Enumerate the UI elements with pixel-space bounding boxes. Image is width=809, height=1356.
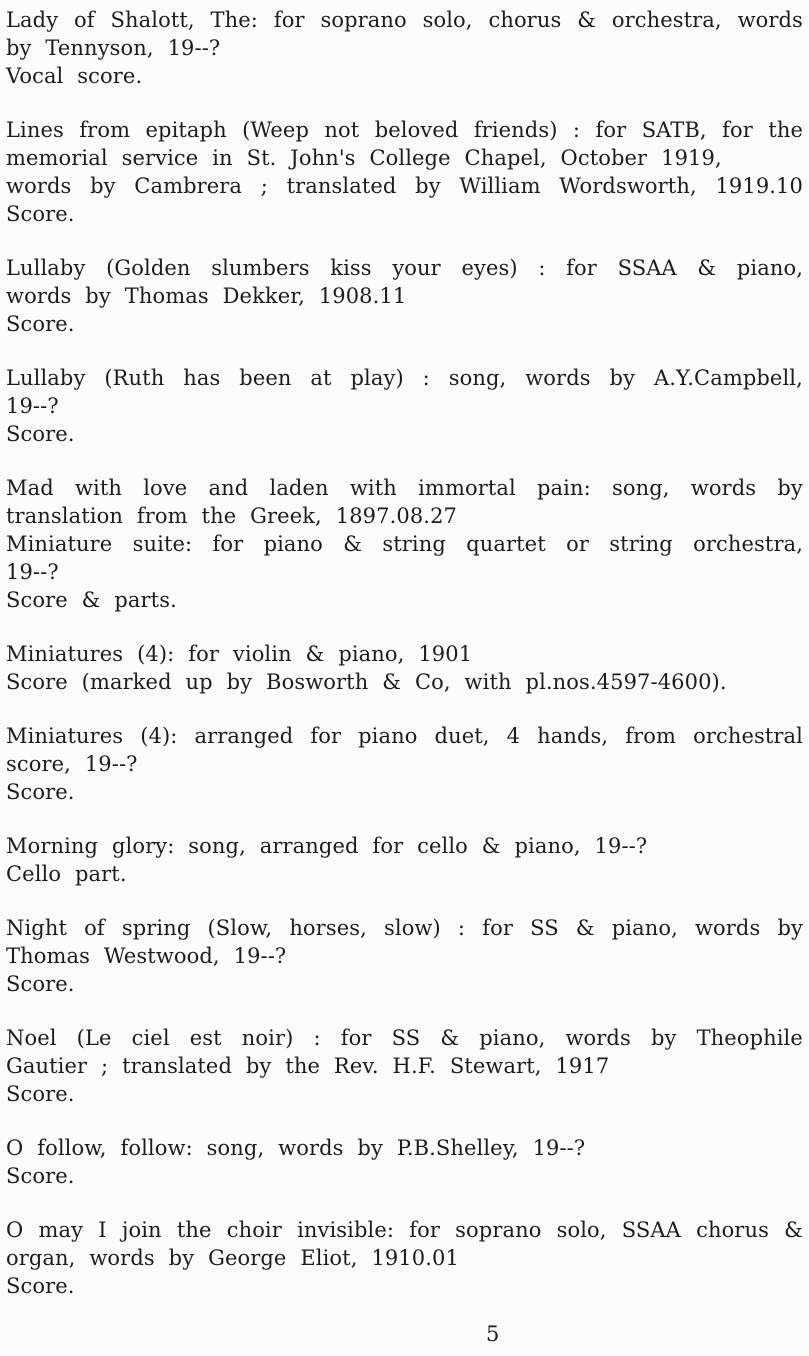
entry-word: join (121, 1218, 162, 1242)
catalog-entry (6, 364, 805, 448)
entry-line (6, 172, 803, 200)
entry-word: SSAA (617, 256, 677, 280)
entry-word: (4): (140, 724, 178, 748)
entry-word: by (777, 476, 803, 500)
entry-word: with (349, 476, 397, 500)
entry-word: Wordsworth, (559, 174, 697, 198)
entry-word: by (90, 174, 116, 198)
entry-line: 19--? (6, 394, 59, 418)
entry-word: & (575, 916, 595, 940)
entry-word: A.Y.Campbell, (653, 366, 803, 390)
entry-word: love (143, 476, 188, 500)
entry-word: SATB, (641, 118, 707, 142)
entry-word: invisible: (297, 1218, 395, 1242)
entry-word: solo, (422, 8, 473, 32)
entry-word: soprano (455, 1218, 542, 1242)
entry-word: 4 (506, 724, 521, 748)
entry-line (6, 1024, 803, 1052)
entry-word: or (566, 532, 589, 556)
catalog-entry (6, 640, 805, 696)
entry-word: from (79, 118, 131, 142)
entry-word: orchestra, (611, 8, 722, 32)
entry-word: words (694, 916, 761, 940)
entry-word: I (98, 1218, 107, 1242)
entry-line (6, 364, 803, 392)
entry-word: epitaph (145, 118, 227, 142)
entry-word: choir (226, 1218, 282, 1242)
entry-line (6, 116, 803, 144)
entry-line (6, 474, 803, 502)
entry-word: Mad (6, 476, 54, 500)
entry-word: Theophile (696, 1026, 803, 1050)
catalog-entry (6, 1216, 805, 1300)
entry-word: laden (269, 476, 329, 500)
entry-word: kiss (330, 256, 372, 280)
entry-word: for (595, 118, 627, 142)
entry-line: Morning glory: song, arranged for cello & piano, 19--? (6, 834, 648, 858)
entry-word: (Weep (242, 118, 309, 142)
entry-word: duet, (434, 724, 490, 748)
entry-word: : (422, 366, 430, 390)
entry-line: translation from the Greek, 1897.08.27 (6, 504, 457, 528)
entry-word: & (577, 8, 596, 32)
entry-line: organ, words by George Eliot, 1910.01 (6, 1246, 459, 1270)
entry-line: Vocal score. (6, 64, 143, 88)
entry-line: Miniatures (4): for violin & piano, 1901 (6, 642, 473, 666)
entry-word: quartet (466, 532, 546, 556)
entry-word: solo, (556, 1218, 607, 1242)
entry-word: spring (121, 916, 191, 940)
entry-word: words (6, 174, 72, 198)
entry-word: The: (210, 8, 258, 32)
entry-line: Score. (6, 202, 75, 226)
catalog-entry (6, 722, 805, 806)
entry-word: been (239, 366, 292, 390)
entry-word: SSAA (621, 1218, 681, 1242)
entry-word: for (212, 532, 244, 556)
entry-word: may (38, 1218, 84, 1242)
entry-word: Miniatures (6, 724, 124, 748)
entry-word: arranged (194, 724, 294, 748)
entry-line (6, 1216, 803, 1244)
entry-line: Cello part. (6, 862, 127, 886)
entry-word: Miniature (6, 532, 113, 556)
entry-word: not (324, 118, 360, 142)
entry-word: Noel (6, 1026, 57, 1050)
entry-word: for (273, 8, 305, 32)
entry-word: of (74, 8, 95, 32)
catalog-entry (6, 1024, 805, 1108)
entry-word: slow) (384, 916, 441, 940)
entry-word: ciel (131, 1026, 170, 1050)
entry-word: orchestral (693, 724, 803, 748)
entry-line: words by Thomas Dekker, 1908.11 (6, 284, 407, 308)
entry-word: piano (263, 532, 323, 556)
entry-word: est (189, 1026, 222, 1050)
entry-word: words (690, 476, 757, 500)
entry-word: string (382, 532, 446, 556)
entry-line (6, 254, 803, 282)
entry-word: Cambrera (134, 174, 243, 198)
entry-line (6, 6, 803, 34)
catalog-entry (6, 832, 805, 888)
entry-word: eyes) (461, 256, 518, 280)
entry-word: pain: (537, 476, 591, 500)
entry-word: O (6, 1218, 24, 1242)
entry-line (6, 530, 803, 558)
entry-word: orchestra, (693, 532, 803, 556)
entry-word: hands, (537, 724, 609, 748)
entry-word: (Le (76, 1026, 112, 1050)
entry-word: for (310, 724, 342, 748)
entry-word: has (183, 366, 221, 390)
entry-word: noir) (241, 1026, 294, 1050)
entry-word: 1919.10 (715, 174, 803, 198)
entry-line: memorial service in St. John's College Chapel, October 1919, (6, 146, 722, 170)
entry-word: of (84, 916, 105, 940)
entry-word: song, (448, 366, 507, 390)
catalog-entry (6, 474, 805, 614)
entry-word: SS (530, 916, 559, 940)
entry-word: at (310, 366, 332, 390)
entry-word: chorus (488, 8, 562, 32)
entry-word: for (482, 916, 513, 940)
entry-word: & (343, 532, 363, 556)
entry-word: for (722, 118, 753, 142)
entry-word: with (74, 476, 123, 500)
catalog-entry (6, 914, 805, 998)
entry-word: & (440, 1026, 460, 1050)
entry-word: string (609, 532, 673, 556)
entry-line: Score. (6, 1164, 75, 1188)
entry-word: Lady (6, 8, 59, 32)
entry-word: your (392, 256, 441, 280)
entry-word: Night (6, 916, 67, 940)
entry-word: : (313, 1026, 321, 1050)
catalog-entry (6, 116, 805, 228)
entry-list (6, 6, 805, 1300)
entry-word: by (415, 174, 441, 198)
entry-word: (Slow, (207, 916, 273, 940)
entry-word: by (609, 366, 636, 390)
entry-line: Score. (6, 1274, 75, 1298)
entry-word: ; (260, 174, 268, 198)
entry-word: slumbers (211, 256, 310, 280)
entry-line: by Tennyson, 19--? (6, 36, 221, 60)
entry-line: 19--? (6, 560, 59, 584)
entry-word: friends) (473, 118, 558, 142)
entry-word: for (566, 256, 597, 280)
entry-line: Score. (6, 422, 75, 446)
entry-word: Lullaby (6, 256, 86, 280)
entry-line: Score. (6, 972, 75, 996)
entry-word: suite: (132, 532, 193, 556)
entry-word: (Ruth (104, 366, 165, 390)
entry-word: : (572, 118, 581, 142)
entry-word: the (768, 118, 803, 142)
entry-line: Score. (6, 780, 75, 804)
entry-word: (Golden (106, 256, 191, 280)
entry-word: & (784, 1218, 803, 1242)
entry-word: Shalott, (110, 8, 195, 32)
entry-word: chorus (696, 1218, 769, 1242)
entry-word: the (176, 1218, 212, 1242)
entry-word: William (459, 174, 541, 198)
entry-word: beloved (374, 118, 459, 142)
entry-word: : (457, 916, 466, 940)
entry-line: Thomas Westwood, 19--? (6, 944, 287, 968)
entry-line: Score & parts. (6, 588, 177, 612)
page-number: 5 (486, 1322, 500, 1346)
entry-line: Score. (6, 1082, 75, 1106)
catalog-entry (6, 254, 805, 338)
entry-word: piano (358, 724, 418, 748)
catalog-entry (6, 6, 805, 90)
entry-word: words (565, 1026, 631, 1050)
entry-word: by (777, 916, 803, 940)
entry-word: soprano (320, 8, 407, 32)
entry-word: : (538, 256, 546, 280)
entry-word: Lullaby (6, 366, 86, 390)
catalog-entry (6, 1134, 805, 1190)
entry-word: horses, (289, 916, 367, 940)
entry-word: translated (286, 174, 397, 198)
entry-word: piano, (736, 256, 803, 280)
entry-word: immortal (418, 476, 516, 500)
entry-line (6, 722, 803, 750)
entry-word: for (340, 1026, 372, 1050)
entry-word: play) (350, 366, 404, 390)
entry-word: by (650, 1026, 677, 1050)
entry-word: & (697, 256, 717, 280)
entry-word: Lines (6, 118, 64, 142)
entry-word: words (525, 366, 591, 390)
entry-line: Score. (6, 312, 75, 336)
entry-word: for (409, 1218, 440, 1242)
entry-word: piano, (479, 1026, 546, 1050)
entry-line: O follow, follow: song, words by P.B.Shelley, 19--? (6, 1136, 586, 1160)
entry-line: score, 19--? (6, 752, 138, 776)
entry-line: Gautier ; translated by the Rev. H.F. Stewart, 1917 (6, 1054, 610, 1078)
entry-line: Score (marked up by Bosworth & Co, with pl.nos.4597-4600). (6, 670, 727, 694)
entry-word: song, (612, 476, 670, 500)
entry-word: and (208, 476, 249, 500)
entry-word: from (625, 724, 677, 748)
entry-line (6, 914, 803, 942)
entry-word: piano, (611, 916, 678, 940)
entry-word: words (737, 8, 803, 32)
entry-word: SS (391, 1026, 421, 1050)
